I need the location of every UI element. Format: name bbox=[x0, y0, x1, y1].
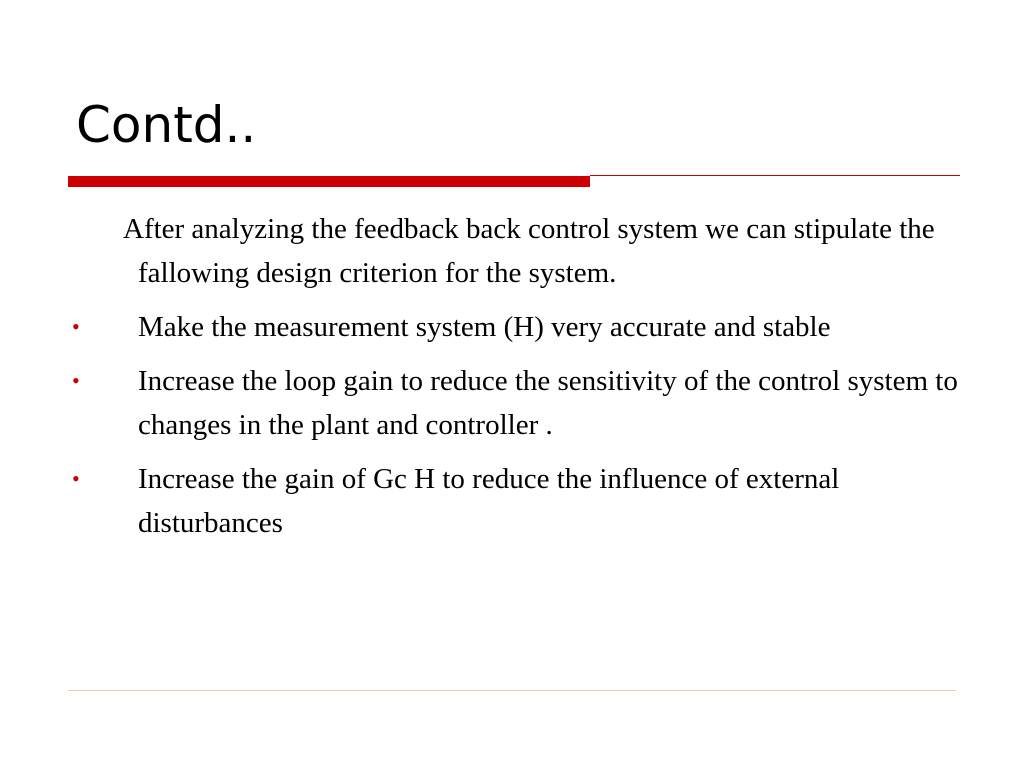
bullet-text: Make the measurement system (H) very accurate and stable bbox=[138, 311, 831, 343]
intro-paragraph: After analyzing the feedback back control system we can stipulate the fallowing design criterion for the system. bbox=[123, 213, 935, 289]
bullet-item bbox=[70, 305, 960, 349]
bullet-text: Increase the loop gain to reduce the sensitivity of the control system to changes in the plant and controller . bbox=[138, 365, 958, 441]
bullet-icon: • bbox=[72, 314, 80, 339]
slide-title: Contd.. bbox=[76, 96, 257, 154]
bullet-item bbox=[70, 359, 960, 447]
title-underline-thick bbox=[68, 176, 590, 187]
footer-divider bbox=[68, 690, 956, 691]
bullet-item bbox=[70, 457, 960, 545]
bullet-text: Increase the gain of Gc H to reduce the influence of external disturbances bbox=[138, 463, 840, 539]
bullet-icon: • bbox=[72, 466, 80, 491]
title-underline-thin bbox=[590, 175, 960, 176]
bullet-icon: • bbox=[72, 368, 80, 393]
slide-body bbox=[70, 207, 960, 555]
